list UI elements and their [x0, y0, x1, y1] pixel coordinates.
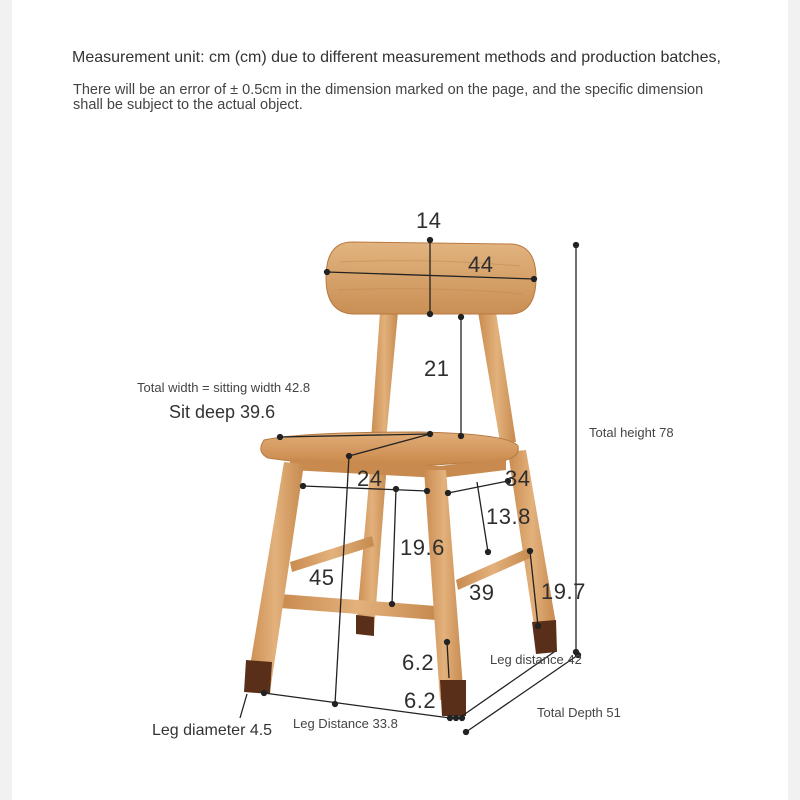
dim-39: 39 [469, 580, 495, 605]
label-total-width: Total width = sitting width 42.8 [137, 380, 311, 395]
dim-45: 45 [309, 565, 335, 590]
label-sit-deep: Sit deep 39.6 [169, 402, 276, 422]
dim-44: 44 [468, 252, 494, 277]
label-leg-distance-33-8: Leg Distance 33.8 [293, 716, 398, 731]
dim-line-leg-diameter [240, 694, 247, 718]
dim-6-2-upper: 6.2 [402, 650, 435, 675]
front-foot-left [244, 660, 272, 694]
label-total-height: Total height 78 [589, 425, 674, 440]
dim-14: 14 [416, 208, 442, 233]
front-leg-left [246, 462, 304, 692]
dim-34: 34 [505, 466, 531, 491]
backrest-post-left [371, 312, 398, 440]
front-foot-right [440, 680, 466, 716]
dim-24: 24 [357, 466, 383, 491]
dim-line-19-6 [392, 489, 396, 604]
label-total-depth: Total Depth 51 [537, 705, 621, 720]
back-foot-left [356, 615, 374, 636]
header-line-1: Measurement unit: cm (cm) due to different measurement methods and production batches, [72, 49, 721, 66]
dim-6-2-lower: 6.2 [404, 688, 437, 713]
label-leg-distance-42: Leg distance 42 [490, 652, 582, 667]
dim-19-6: 19.6 [400, 535, 445, 560]
backrest-post-right [478, 312, 516, 442]
dim-13-8: 13.8 [486, 504, 531, 529]
dim-19-7: 19.7 [541, 579, 586, 604]
header-line-2a: There will be an error of ± 0.5cm in the dimension marked on the page, and the specific dimension [73, 82, 704, 98]
label-leg-diameter: Leg diameter 4.5 [152, 722, 273, 739]
dim-21: 21 [424, 356, 450, 381]
dim-line-45 [335, 456, 349, 704]
header-line-2b: shall be subject to the actual object. [73, 97, 303, 113]
